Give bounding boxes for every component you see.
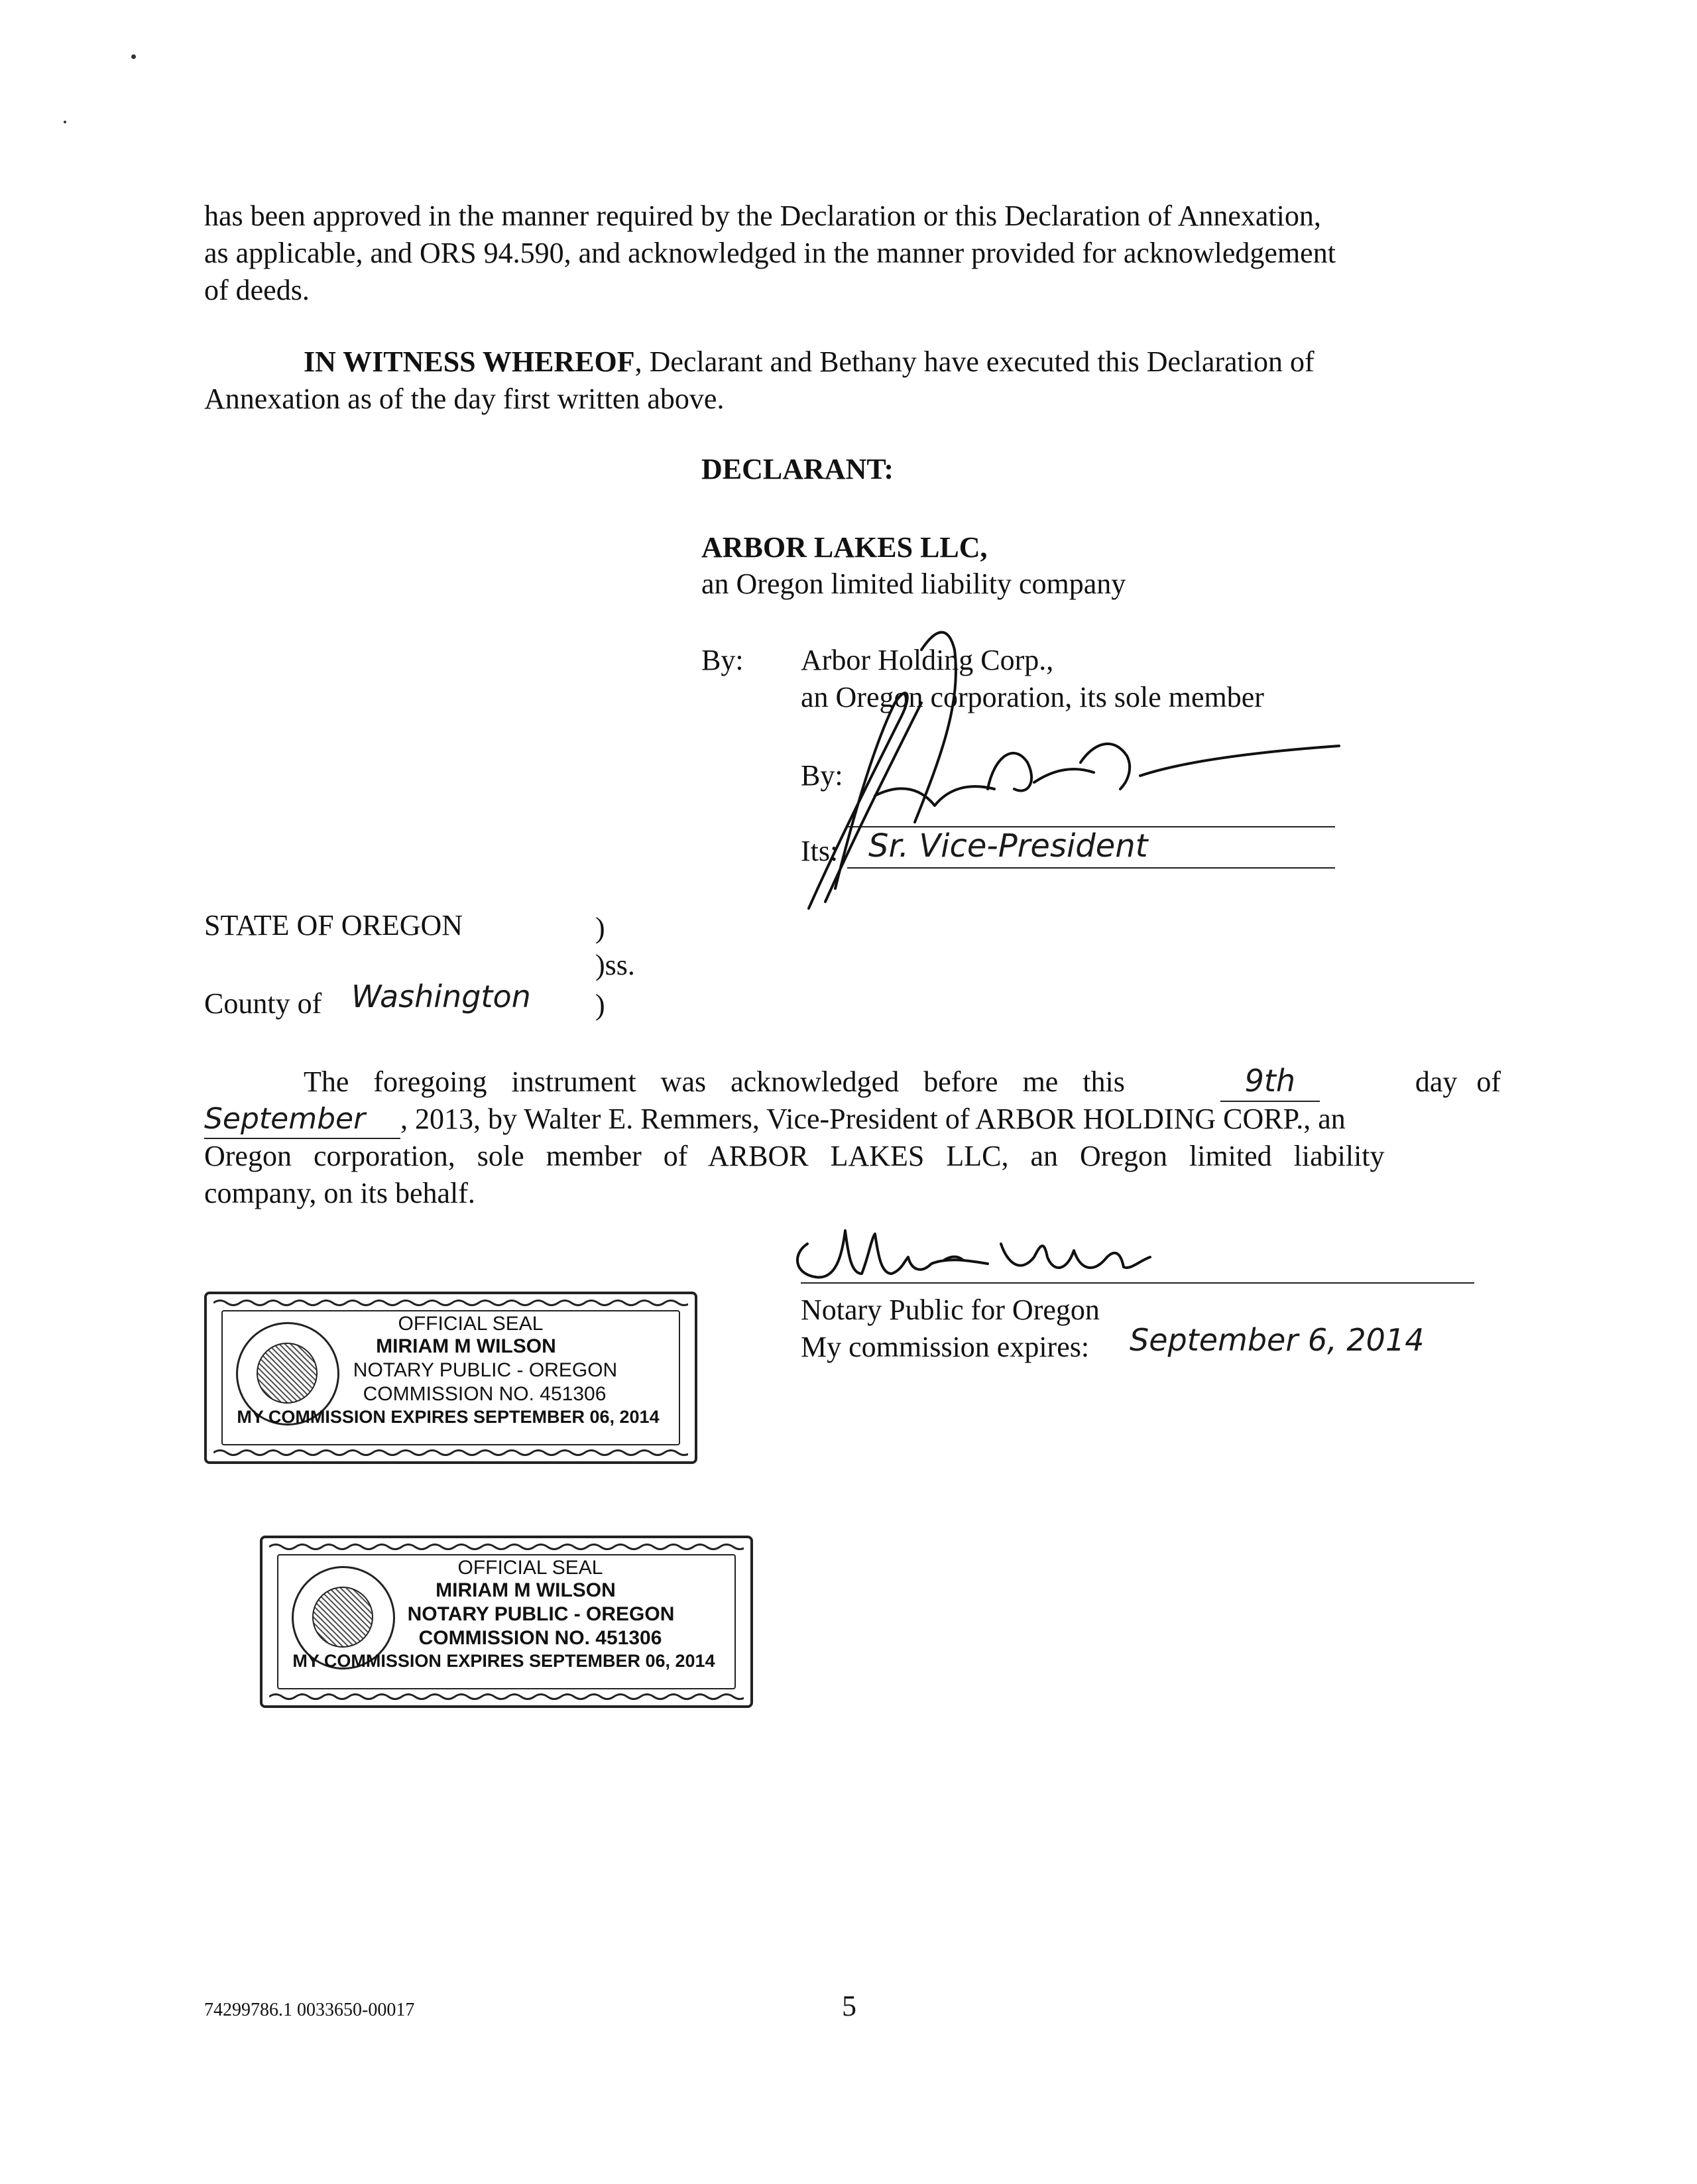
witness-line-1 [204,343,1501,381]
declarant-company: ARBOR LAKES LLC, [701,531,988,564]
declarant-heading: DECLARANT: [701,453,894,485]
ack-line-1-b: day of [1415,1065,1501,1098]
seal-border-pattern [213,1448,688,1457]
seal-border-pattern [213,1298,688,1307]
member-line-1: Arbor Holding Corp., [801,644,1054,676]
its-label: Its: [801,835,839,867]
scan-speck [131,54,136,59]
notary-signature [789,1217,1213,1290]
venue-state: STATE OF OREGON [204,909,463,941]
witness-line-2: Annexation as of the day first written above. [204,383,725,415]
seal-bottom-line-3: NOTARY PUBLIC - OREGON [407,1603,675,1625]
intro-line-2: as applicable, and ORS 94.590, and acknowledged in the manner provided for acknowledgement [204,237,1336,269]
ack-line-4: company, on its behalf. [204,1177,475,1209]
notary-title: Notary Public for Oregon [801,1294,1100,1326]
ack-day-blank [1220,1062,1320,1102]
intro-line-1: has been approved in the manner required by the Declaration or this Declaration of Annexation, [204,200,1321,232]
ack-line-1-a: The foregoing instrument was acknowledged before me this [304,1065,1125,1098]
venue-paren-1: ) [595,912,605,944]
notary-signature-line [801,1282,1474,1284]
seal-bottom-line-2: MIRIAM M WILSON [436,1579,616,1601]
intro-line-3: of deeds. [204,274,310,306]
seal-top-line-4: COMMISSION NO. 451306 [363,1383,607,1405]
notary-seal-top [204,1292,697,1464]
declarant-company-desc: an Oregon limited liability company [701,568,1126,600]
seal-border-pattern [269,1542,744,1551]
notary-seal-bottom [260,1536,753,1708]
witness-paragraph [204,343,1501,418]
witness-line-1-rest: , Declarant and Bethany have executed this Declaration of [634,345,1315,378]
sub-by-label: By: [801,759,843,792]
seal-bottom-line-1: OFFICIAL SEAL [457,1557,603,1579]
intro-paragraph [204,198,1501,309]
venue-county-label: County of [204,987,322,1020]
scan-speck [64,121,66,123]
seal-border-pattern [269,1692,744,1701]
member-line-2: an Oregon corporation, its sole member [801,681,1264,713]
ack-line-2 [204,1101,1501,1139]
ack-line-2-rest: , 2013, by Walter E. Remmers, Vice-President of ARBOR HOLDING CORP., an [400,1103,1346,1135]
ack-day-handwritten: 9th [1244,1063,1296,1099]
witness-lead: IN WITNESS WHEREOF [304,345,635,378]
ack-month-blank [204,1101,400,1139]
seal-top-line-5: MY COMMISSION EXPIRES SEPTEMBER 06, 2014 [237,1407,660,1427]
seal-top-line-2: MIRIAM M WILSON [376,1335,556,1357]
seal-top-line-1: OFFICIAL SEAL [398,1313,544,1335]
notary-commission-handwritten: September 6, 2014 [1130,1322,1425,1358]
officer-signature [795,623,1432,915]
seal-bottom-line-4: COMMISSION NO. 451306 [418,1627,662,1649]
ack-month-handwritten: September [204,1102,366,1136]
its-handwritten: Sr. Vice-President [868,827,1148,865]
footer-doc-id: 74299786.1 0033650-00017 [204,2000,415,2020]
notary-commission-label: My commission expires: [801,1331,1090,1363]
seal-top-line-3: NOTARY PUBLIC - OREGON [353,1359,618,1381]
venue-county-handwritten: Washington [351,979,531,1014]
by-label: By: [701,644,744,676]
ack-line-3: Oregon corporation, sole member of ARBOR LAKES LLC, an Oregon limited liability [204,1140,1385,1172]
seal-bottom-line-5: MY COMMISSION EXPIRES SEPTEMBER 06, 2014 [292,1651,715,1671]
ack-line-1 [304,1062,1501,1102]
venue-paren-3: ) [595,989,605,1021]
venue-ss: )ss. [595,949,635,981]
footer-page-number: 5 [842,1990,856,2022]
